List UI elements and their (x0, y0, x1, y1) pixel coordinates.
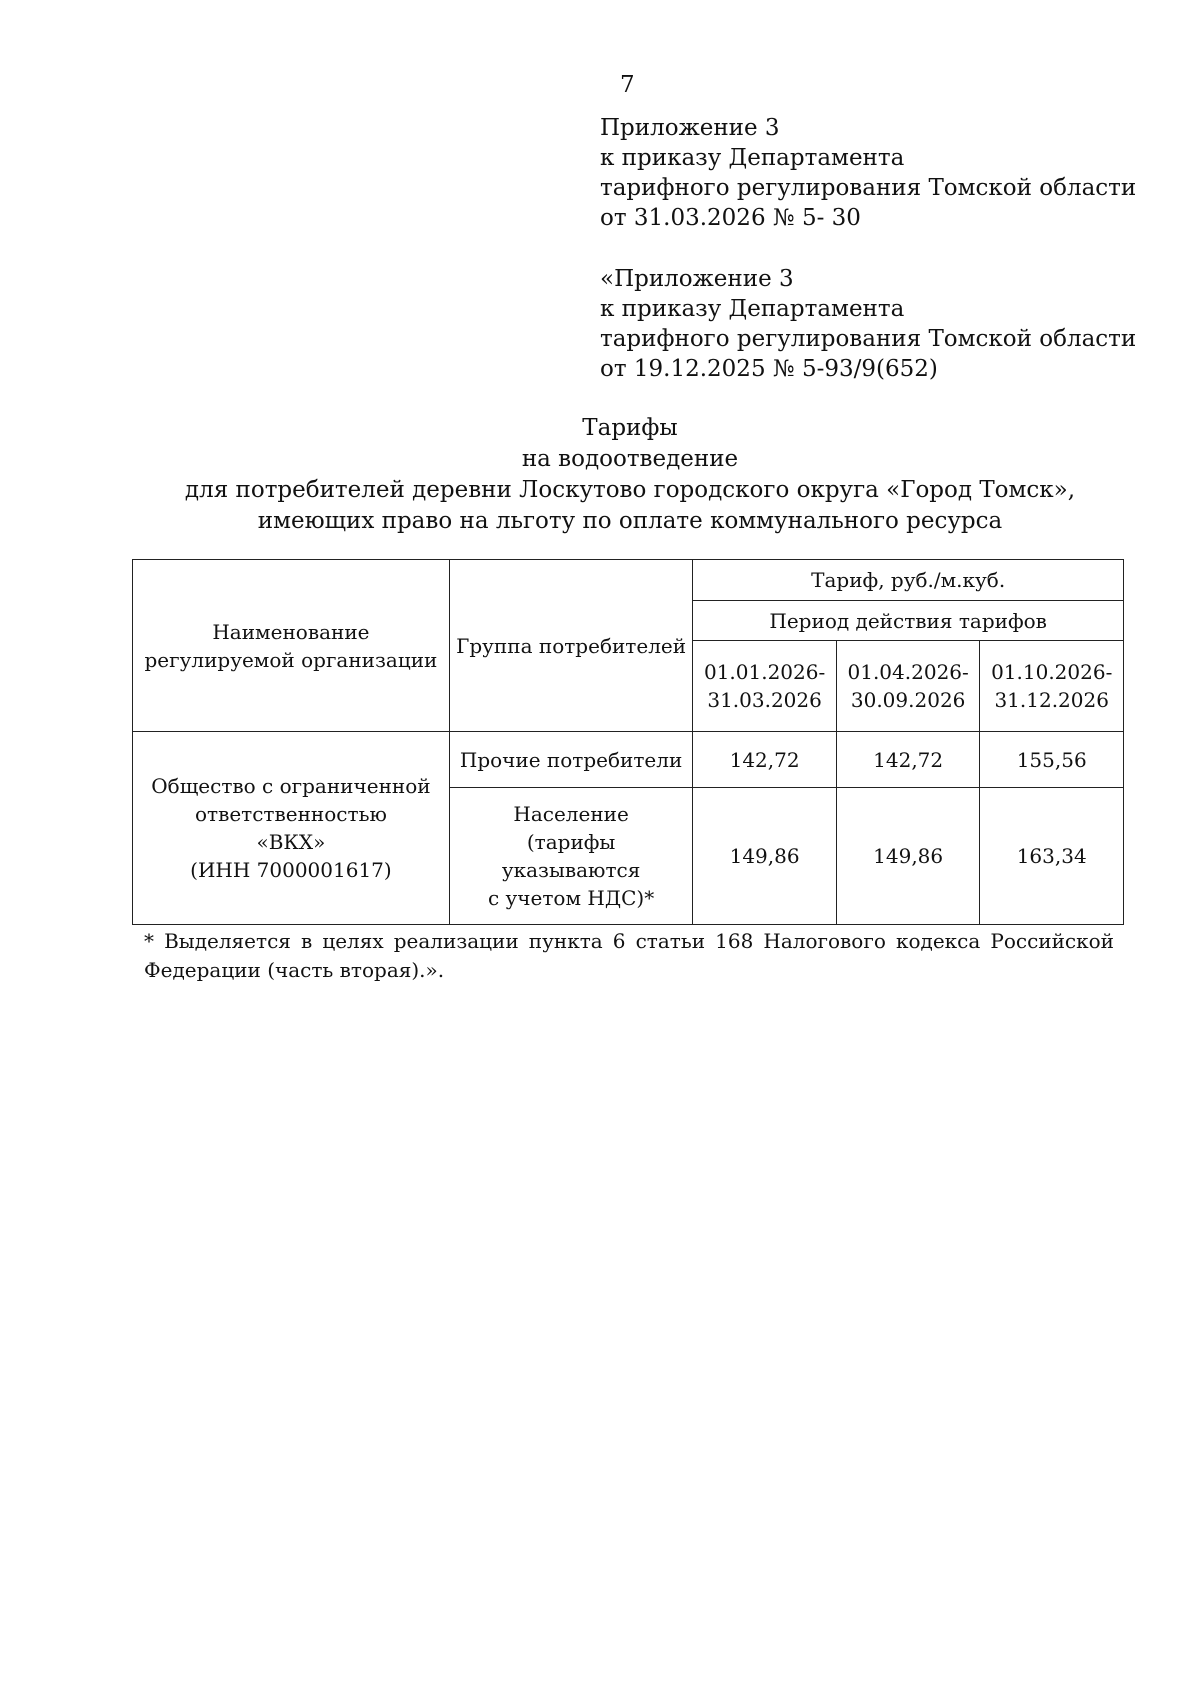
appendix-date-number: от 31.03.2026 № 5- 30 (600, 205, 861, 231)
header-period: Период действия тарифов (693, 601, 1124, 641)
footnote: * Выделяется в целях реализации пункта 6 статьи 168 Налогового кодекса Российской Федерации (часть вторая).». (144, 929, 1114, 982)
period-from: 01.04.2026- (847, 660, 969, 684)
tariff-value-cell: 149,86 (836, 788, 980, 925)
consumer-group-cell (449, 788, 692, 925)
period-to: 30.09.2026 (850, 688, 966, 712)
appendix-current-reference (600, 113, 1136, 233)
period-to: 31.12.2026 (994, 688, 1109, 712)
header-period-3 (980, 641, 1124, 732)
appendix-title: «Приложение 3 (600, 266, 794, 292)
tariff-value-cell: 155,56 (980, 732, 1124, 788)
tariff-value-cell: 163,34 (980, 788, 1124, 925)
appendix-order-line: к приказу Департамента (600, 296, 905, 322)
document-title (0, 413, 1200, 537)
header-tariff: Тариф, руб./м.куб. (693, 560, 1124, 601)
period-to: 31.03.2026 (707, 688, 822, 712)
table-row (133, 732, 1124, 788)
tariff-value-cell: 142,72 (693, 732, 837, 788)
header-consumer-group: Группа потребителей (449, 560, 692, 732)
organization-cell (133, 732, 450, 925)
appendix-original-reference (600, 264, 1136, 384)
group-line: (тарифы указываются (501, 830, 641, 882)
period-from: 01.01.2026- (703, 660, 826, 684)
page-number: 7 (620, 72, 635, 98)
title-line: имеющих право на льготу по оплате коммунального ресурса (257, 508, 1003, 534)
organization-line: ответственностью (194, 802, 387, 826)
organization-line: Общество с ограниченной (151, 774, 431, 798)
group-line: с учетом НДС)* (487, 886, 655, 910)
header-period-1 (693, 641, 837, 732)
appendix-department-line: тарифного регулирования Томской области (600, 326, 1137, 352)
organization-line: (ИНН 7000001617) (190, 858, 392, 882)
title-line: Тарифы (582, 415, 678, 441)
header-organization: Наименование регулируемой организации (133, 560, 450, 732)
group-line: Население (513, 802, 629, 826)
header-period-2 (836, 641, 980, 732)
tariff-table (132, 559, 1124, 925)
tariff-value-cell: 142,72 (836, 732, 980, 788)
appendix-date-number: от 19.12.2025 № 5-93/9(652) (600, 356, 938, 382)
tariff-value-cell: 149,86 (693, 788, 837, 925)
appendix-title: Приложение 3 (600, 115, 780, 141)
consumer-group-cell: Прочие потребители (449, 732, 692, 788)
title-line: на водоотведение (521, 446, 739, 472)
organization-line: «ВКХ» (256, 830, 326, 854)
table-header-row (133, 560, 1124, 601)
period-from: 01.10.2026- (991, 660, 1113, 684)
title-line: для потребителей деревни Лоскутово городского округа «Город Томск», (184, 477, 1076, 503)
appendix-department-line: тарифного регулирования Томской области (600, 175, 1137, 201)
appendix-order-line: к приказу Департамента (600, 145, 905, 171)
